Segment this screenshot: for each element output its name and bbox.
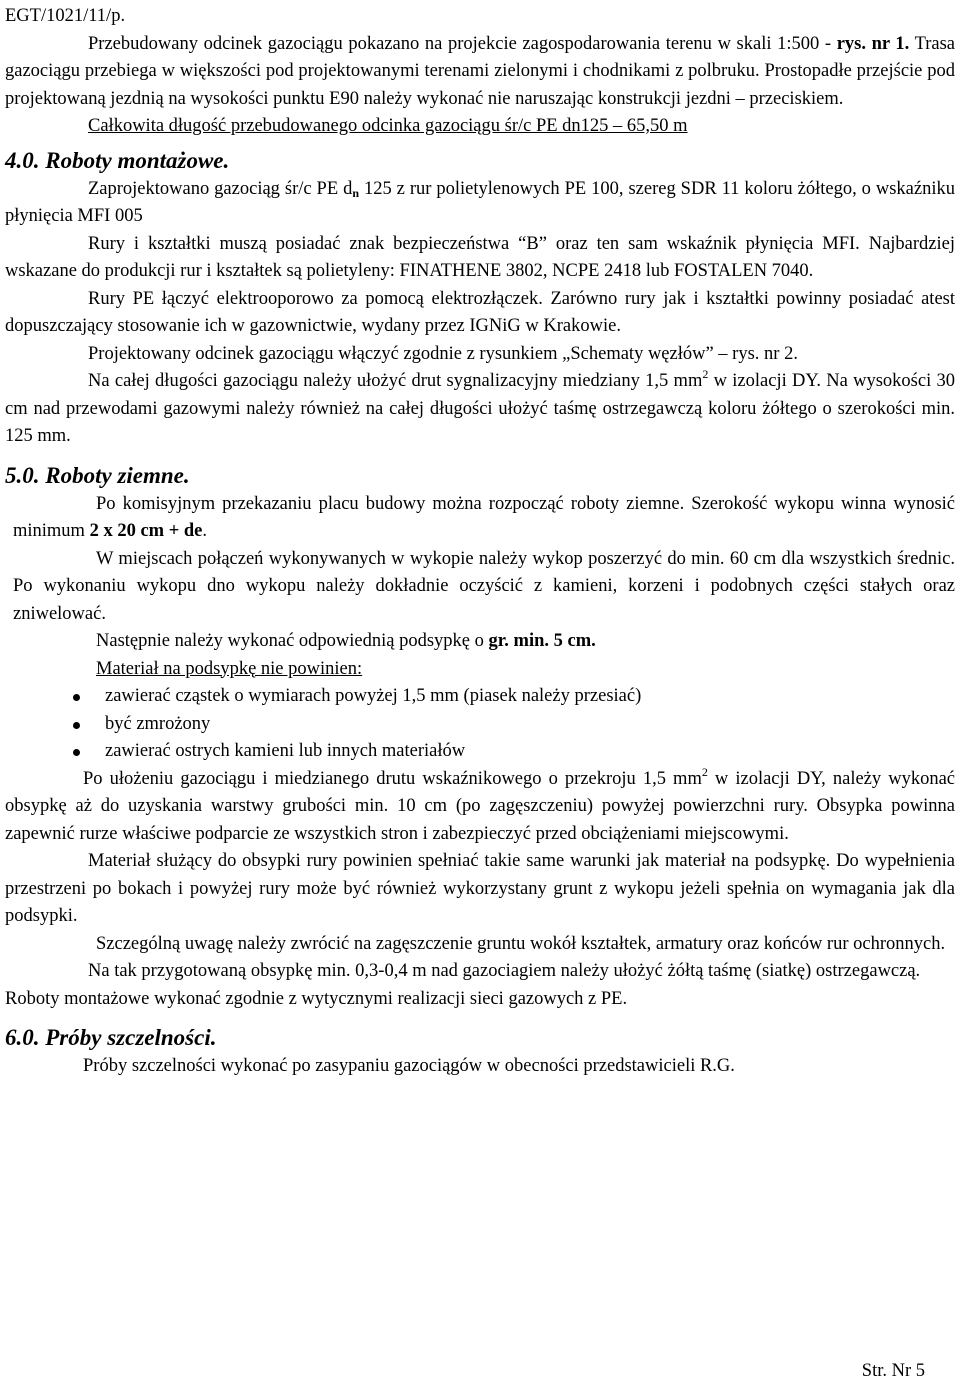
dn-subscript: n [352,185,360,200]
material-title: Materiał na podsypkę nie powinien: [96,658,363,679]
section-4-paragraph-2: Rury i kształtki muszą posiadać znak bezpieczeństwa “B” oraz ten sam wskaźnik płynięcia MFI. Najbardziej wskazane do produkcji rur i kształtek są polietyleny: FINATHENE 3802, NCPE 2418 lub FOSTALEN 7040. [5,233,955,281]
mm2-superscript-2: 2 [701,764,708,779]
section-5-paragraph-2: W miejscach połączeń wykonywanych w wykopie należy wykop poszerzyć do min. 60 cm dla wszystkich średnic. Po wykonaniu wykopu dno wykopu należy dokładnie oczyścić z kamieni, korzeni i podobnych części stałych oraz zniwelować. [13,548,955,624]
pipe-spec-text-b: 125 z rur polietylenowych PE 100, szereg SDR 11 koloru żółtego, o wskaźniku płynięcia MFI 005 [5,178,955,226]
intro-text-a: Przebudowany odcinek gazociągu pokazano na projekcie zagospodarowania terenu w skali 1:500 - [88,33,837,54]
section-4-paragraph-1 [5,176,955,231]
intro-paragraph [5,31,955,114]
backfill-text-a: Po ułożeniu gazociągu i miedzianego drutu wskaźnikowego o przekroju 1,5 mm [83,768,702,789]
section-4-paragraph-5 [5,368,955,451]
list-item-text: zawierać cząstek o wymiarach powyżej 1,5 mm (piasek należy przesiać) [105,686,642,706]
trench-text-a: Po komisyjnym przekazaniu placu budowy można rozpocząć roboty ziemne. Szerokość wykopu winna wynosić minimum [13,493,955,541]
section-5-paragraph-1 [5,491,955,546]
wire-text-a: Na całej długości gazociągu należy ułożyć drut sygnalizacyjny miedziany 1,5 mm [88,371,703,391]
bullet-icon [73,722,80,729]
wire-text-b: w izolacji DY. Na wysokości 30 cm nad przewodami gazowymi należy również na całej długości ułożyć taśmę ostrzegawczą koloru żółtego o szerokości min. 125 mm. [5,371,956,446]
section-4-paragraph-3: Rury PE łączyć elektrooporowo za pomocą elektrozłączek. Zarówno rury jak i kształtki powinny posiadać atest dopuszczający stosowanie ich w gazownictwie, wydany przez IGNiG w Krakowie. [5,288,955,336]
section-6-paragraph-1: Próby szczelności wykonać po zasypaniu gazociągów w obecności przedstawicieli R.G. [83,1056,735,1076]
list-item-text: zawierać ostrych kamieni lub innych materiałów [105,741,466,761]
list-item-text: być zmrożony [105,713,211,734]
section-5-paragraph-3 [5,628,955,656]
section-6-heading: 6.0. Próby szczelności. [5,1025,217,1050]
list-item [5,711,955,739]
material-bullet-list [5,683,955,766]
drawing-ref-1: rys. nr 1. [836,33,910,54]
document-page [5,3,955,1081]
document-reference: EGT/1021/11/p. [5,6,126,26]
backfill-text-b: w izolacji DY, należy wykonać obsypkę aż do uzyskania warstwy grubości min. 10 cm (po zagęszczeniu) powyżej powierzchni rury. Obsypka powinna zapewnić rurze właściwe podparcie ze wszystkich stron i zabezpieczyć przed obciążeniami miejscowymi. [5,768,955,844]
intro-text-b: Trasa gazociągu przebiega w większości pod projektowanymi terenami zielonymi i chodnikami z polbruku. Prostopadłe przejście pod projektowaną jezdnią na wysokości punktu E90 należy wykonać nie naruszając konstrukcji jezdni – przeciskiem. [5,33,956,109]
list-item [5,738,955,766]
section-5-heading: 5.0. Roboty ziemne. [5,462,190,488]
material-title-line [5,656,955,684]
bedding-thickness: gr. min. 5 cm. [488,631,596,651]
section-5-paragraph-6: Szczególną uwagę należy zwrócić na zagęszczenie gruntu wokół kształtek, armatury oraz końców rur ochronnych. [96,933,946,954]
section-4-paragraph-4: Projektowany odcinek gazociągu włączyć zgodnie z rysunkiem „Schematy węzłów” – rys. nr 2. [88,343,798,364]
section-5-paragraph-4 [5,766,955,849]
section-5-paragraph-7: Na tak przygotowaną obsypkę min. 0,3-0,4 m nad gazociagiem należy ułożyć żółtą taśmę (siatkę) ostrzegawczą. [88,961,921,981]
page-number: Str. Nr 5 [861,1361,925,1381]
pipe-spec-text-a: Zaprojektowano gazociąg śr/c PE d [88,178,353,199]
bedding-text-a: Następnie należy wykonać odpowiednią podsypkę o [96,631,489,651]
section-5-paragraph-8: Roboty montażowe wykonać zgodnie z wytycznymi realizacji sieci gazowych z PE. [5,988,628,1009]
total-length-line [5,113,955,141]
bullet-icon [73,694,80,701]
list-item [5,683,955,711]
total-length-text: Całkowita długość przebudowanego odcinka gazociągu śr/c PE dn125 – 65,50 m [88,116,688,136]
trench-width: 2 x 20 cm + de [89,521,203,541]
section-5-paragraph-5: Materiał służący do obsypki rury powinien spełniać takie same warunki jak materiał na podsypkę. Do wypełnienia przestrzeni po bokach i powyżej rury może być również wykorzystany grunt z wykopu jeżeli spełnia on wymagania jak dla podsypki. [5,851,955,926]
section-4-heading: 4.0. Roboty montażowe. [5,147,230,173]
trench-text-c: . [202,521,207,541]
mm2-superscript: 2 [702,367,709,381]
bullet-icon [73,749,80,756]
